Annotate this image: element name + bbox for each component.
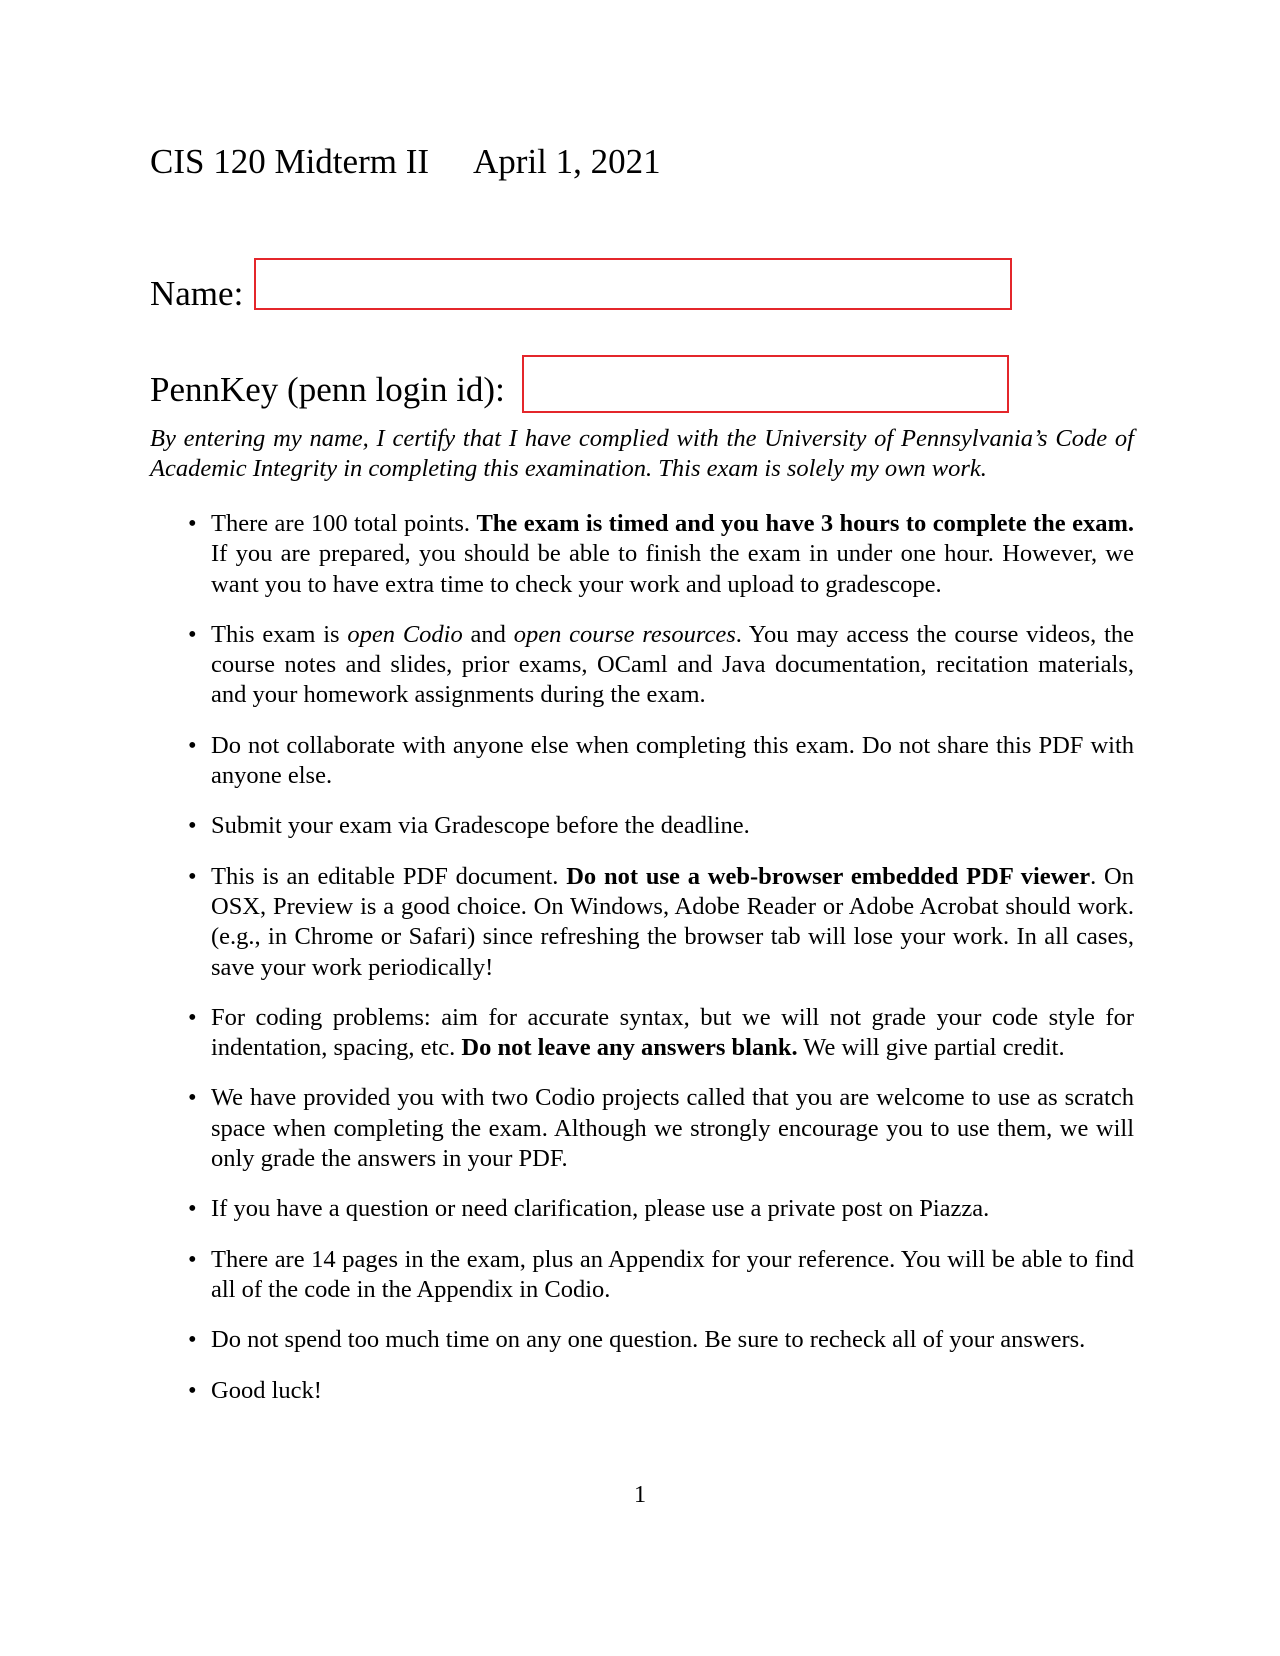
instruction-item-no-collaboration: • Do not collaborate with anyone else when completing this exam. Do not share this PDF with anyone else. — [188, 731, 1134, 790]
instruction-item-open-resources: • This exam is open Codio and open course resources. You may access the course videos, the course notes and slides, prior exams, OCaml and Java documentation, recitation materials, and your homework assignments during the exam. — [188, 620, 1135, 709]
bullet-icon: • — [188, 620, 197, 648]
bullet-icon: • — [188, 510, 197, 537]
instruction-item-codio-projects: • We have provided you with two Codio projects called that you are welcome to use as scratch space when completing the exam. Although we strongly encourage you to use them, we will only grade the answers in your PDF. — [188, 1084, 1134, 1173]
instruction-item-pages: • There are 14 pages in the exam, plus an Appendix for your reference. You will be able to find all of the code in the Appendix in Codio. — [188, 1245, 1134, 1303]
pennkey-input[interactable] — [522, 355, 1009, 413]
instruction-item-questions: • If you have a question or need clarification, please use a private post on Piazza. — [150, 1194, 1134, 1224]
course-title: CIS 120 Midterm II — [150, 142, 430, 181]
bullet-icon: • — [188, 1326, 197, 1354]
instruction-item-points: • There are 100 total points. The exam is timed and you have 3 hours to complete the exam. If you are prepared, you should be able to finish the exam in under one hour. However, we want you to have extra time to check your work and upload to gradescope. — [188, 510, 1134, 598]
bullet-icon: • — [188, 812, 197, 840]
name-input[interactable] — [254, 258, 1012, 310]
no-blank-warning: Do not leave any answers blank. — [461, 1034, 798, 1062]
instructions-list — [150, 509, 1134, 1426]
name-label: Name: — [150, 274, 244, 313]
timed-notice: The exam is timed and you have 3 hours to complete the exam. — [476, 510, 1134, 537]
instruction-item-submit: • Submit your exam via Gradescope before the deadline. — [150, 811, 1134, 841]
bullet-icon: • — [188, 1084, 197, 1112]
bullet-icon: • — [188, 862, 197, 890]
instruction-item-good-luck: • Good luck! — [150, 1376, 1134, 1406]
page-title — [150, 140, 661, 184]
integrity-certification: By entering my name, I certify that I have complied with the University of Pennsylvania’s Code of Academic Integrity in completing this examination. This exam is solely my own work. — [150, 425, 1134, 482]
bullet-icon: • — [188, 731, 197, 759]
bullet-icon: • — [188, 1003, 197, 1031]
bullet-icon: • — [188, 1245, 197, 1273]
instruction-item-coding: • For coding problems: aim for accurate syntax, but we will not grade your code style for indentation, spacing, etc. Do not leave any answers blank. We will give partial credit. — [188, 1003, 1134, 1062]
page-number: 1 — [633, 1481, 647, 1508]
pennkey-label: PennKey (penn login id): — [150, 370, 505, 409]
exam-date: April 1, 2021 — [473, 142, 661, 181]
bullet-icon: • — [188, 1195, 197, 1223]
bullet-icon: • — [188, 1376, 197, 1404]
instruction-item-time: • Do not spend too much time on any one question. Be sure to recheck all of your answers. — [150, 1325, 1134, 1355]
instruction-item-editable-pdf: • This is an editable PDF document. Do not use a web-browser embedded PDF viewer. On OSX, Preview is a good choice. On Windows, Adobe Reader or Adobe Acrobat should work. (e.g., in Chrome or Safari) since refreshing the browser tab will lose your work. In all cases, save your work periodically! — [188, 862, 1134, 981]
pdf-viewer-warning: Do not use a web-browser embedded PDF viewer — [566, 862, 1091, 890]
